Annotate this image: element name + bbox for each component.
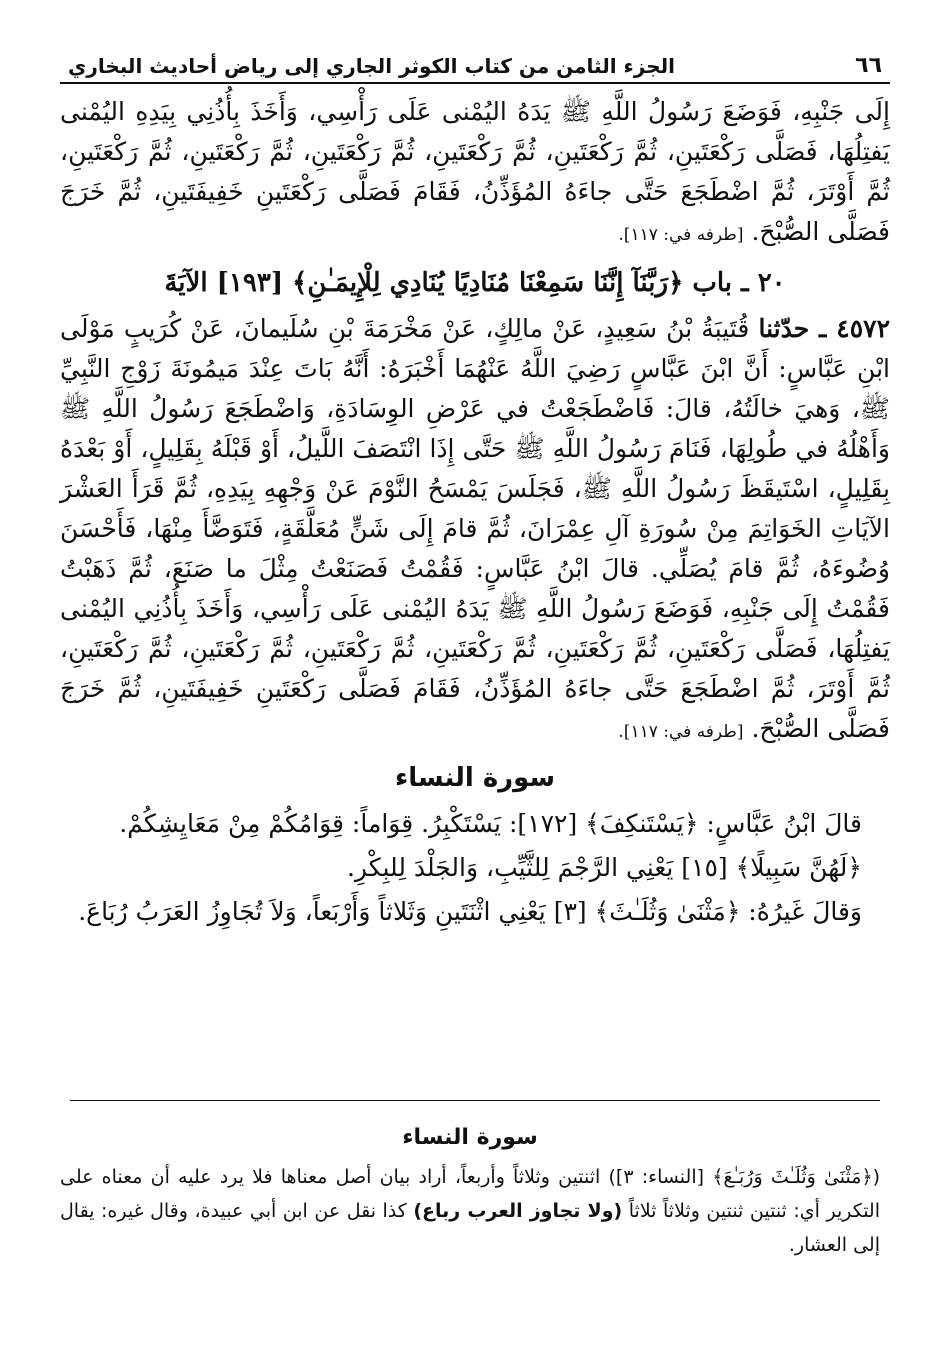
surah-line: وَقالَ غَيرُهُ: ﴿مَثْنَىٰ وَثُلَـٰثَ﴾ [٣] يَعْنِي اثْنَتَينِ وَثَلاثاً وَأَرْبَعاً، وَلاَ تُجَاوِزُ العَرَبُ رُبَاعَ. <box>78 897 862 926</box>
hadith-ref: [طرفه في: ١١٧]. <box>618 722 744 742</box>
continuation-ref: [طرفه في: ١١٧]. <box>618 225 744 245</box>
footnote-text-part: كذا نقل عن ابن أبي عبيدة، وقال غيره: يقال إلى العشار. <box>60 1200 880 1256</box>
hadith-text: قُتَيبَةُ بْنُ سَعِيدٍ، عَنْ مالِكٍ، عَنْ مَخْرَمَةَ بْنِ سُلَيمانَ، عَنْ كُرَيبٍ مَوْلَى ابْنِ عَبَّاسٍ: أَنَّ ابْنَ عَبَّاسٍ رَضِيَ اللَّهُ عَنْهُمَا أَخْبَرَهُ: أَنَّهُ بَاتَ عِنْدَ مَيمُونَةَ زَوْجِ النَّبِيِّ ﷺ، وَهيَ خالَتُهُ، قالَ: فَاضْطَجَعْتُ في عَرْضِ الوِسَادَةِ، وَاضْطَجَعَ رَسُولُ اللَّهِ ﷺ وَأَهْلُهُ في طُولِهَا، فَنَامَ رَسُولُ اللَّهِ ﷺ حَتَّى إِذَا انْتَصَفَ اللَّيلُ، أَوْ قَبْلَهُ بِقَلِيلٍ، أَوْ بَعْدَهُ بِقَلِيلٍ، اسْتَيقَظَ رَسُولُ اللَّهِ ﷺ، فَجَلَسَ يَمْسَحُ النَّوْمَ عَنْ وَجْهِهِ بِيَدِهِ، ثُمَّ قَرَأَ العَشْرَ الآيَاتِ الخَوَاتِمَ مِنْ سُورَةِ آلِ عِمْرَانَ، ثُمَّ قامَ إِلَى شَنٍّ مُعَلَّقَةٍ، فَتَوَضَّأَ مِنْهَا، فَأَحْسَنَ وُضُوءَهُ، ثُمَّ قامَ يُصَلِّي. قالَ ابْنُ عَبَّاسٍ: فَقُمْتُ فَصَنَعْتُ مِثْلَ ما صَنَعَ، ثُمَّ ذَهَبْتُ فَقُمْتُ إِلَى جَنْبِهِ، فَوَضَعَ رَسُولُ اللَّهِ ﷺ يَدَهُ اليُمْنى عَلَى رَأْسِي، وَأَخَذَ بِأُذُنِي اليُمْنى يَفتِلُهَا، فَصَلَّى رَكْعَتَينِ، ثُمَّ رَكْعَتَينِ، ثُمَّ رَكْعَتَينِ، ثُمَّ رَكْعَتَينِ، ثُمَّ رَكْعَتَينِ، ثُمَّ رَكْعَتَينِ، ثُمَّ أَوْتَرَ، ثُمَّ اضْطَجَعَ حَتَّى جاءَهُ المُؤَذِّنُ، فَقَامَ فَصَلَّى رَكْعَتَينِ خَفِيفَتَينِ، ثُمَّ خَرَجَ فَصَلَّى الصُّبْحَ. <box>60 314 890 743</box>
continuation-text: إِلَى جَنْبِهِ، فَوَضَعَ رَسُولُ اللَّهِ ﷺ يَدَهُ اليُمْنى عَلَى رَأْسِي، وَأَخَذَ بِأُذُنِي بِيَدِهِ اليُمْنى يَفتِلُهَا، فَصَلَّى رَكْعَتَينِ، ثُمَّ رَكْعَتَينِ، ثُمَّ رَكْعَتَينِ، ثُمَّ رَكْعَتَينِ، ثُمَّ رَكْعَتَينِ، ثُمَّ رَكْعَتَينِ، ثُمَّ أَوْتَرَ، ثُمَّ اضْطَجَعَ حَتَّى جاءَهُ المُؤَذِّنُ، فَقَامَ فَصَلَّى رَكْعَتَينِ خَفِيفَتَينِ، ثُمَّ خَرَجَ فَصَلَّى الصُّبْحَ. <box>60 97 890 246</box>
page-header <box>60 40 890 84</box>
footnote-bold-phrase: (ولا تجاوز العرب رباع) <box>413 1200 623 1222</box>
continuation-paragraph <box>60 92 890 255</box>
hadith-paragraph <box>60 309 890 752</box>
footnote-title: سورة النساء <box>402 1125 538 1150</box>
page-number: ٦٦ <box>855 53 882 78</box>
surah-line: ﴿لَهُنَّ سَبِيلًا﴾ [١٥] يَعْنِي الرَّجْمَ لِلثَّيِّبِ، وَالجَلْدَ لِلبِكْرِ. <box>346 853 862 882</box>
chapter-heading: ٢٠ ـ باب ﴿رَبَّنَآ إِنَّنَا سَمِعْنَا مُنَادِيًا يُنَادِي لِلْإِيمَـٰنِ﴾ [١٩٣] الآيَةَ <box>164 268 786 298</box>
surah-title: سورة النساء <box>394 763 556 793</box>
main-text <box>60 92 890 934</box>
footnote-text-part: (﴿مَثْنَىٰ وَثُلَـٰثَ وَرُبَـٰعَ﴾ [النساء: ٣]) اثنتين وثلاثاً وأربعاً، أراد بيان أصل معناها فلا يرد عليه أن معناه على التكرير أي: ثنتين ثنتين وثلاثاً ثلاثاً <box>60 1166 881 1222</box>
surah-commentary <box>60 802 890 934</box>
surah-line: قالَ ابْنُ عَبَّاسٍ: ﴿يَسْتَنكِفَ﴾ [١٧٢]: يَسْتَكْبِرُ. قِوَاماً: قِوَامُكُمْ مِنْ مَعَايِشِكُمْ. <box>119 809 862 838</box>
page-content <box>60 40 890 934</box>
hadith-number: ٤٥٧٢ ـ حدّثنا <box>758 314 891 343</box>
footnote-divider <box>70 1100 880 1101</box>
footnote-section <box>60 1120 880 1262</box>
footnote-text <box>60 1160 880 1262</box>
running-title: الجزء الثامن من كتاب الكوثر الجاري إلى رياض أحاديث البخاري <box>68 54 675 78</box>
